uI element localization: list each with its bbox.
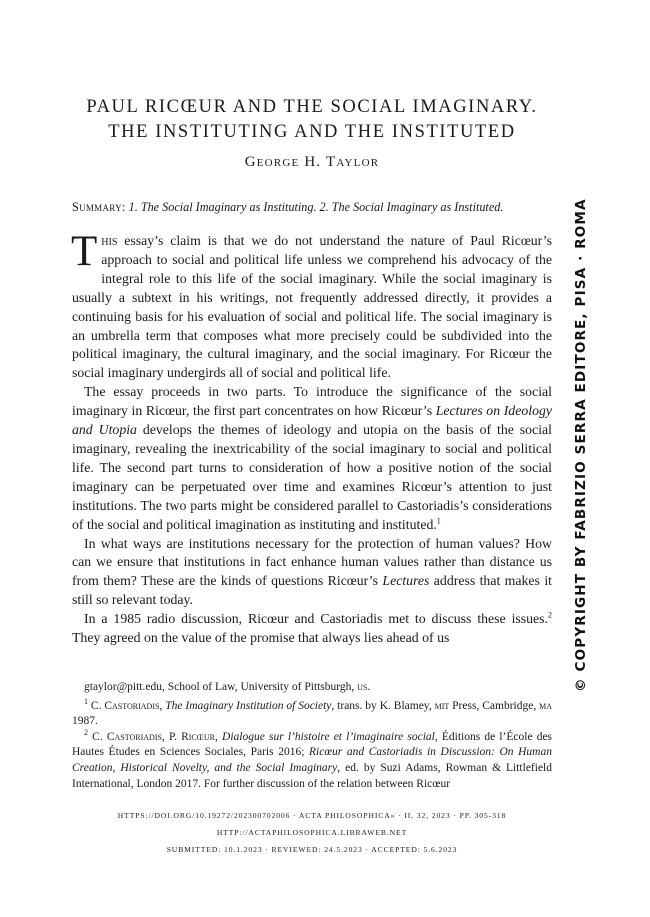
paragraph-2-text-a: The essay proceeds in two parts. To introduce the significance of the social imaginary in Ricœur, the first part concentrates on how Ricœur’s: [72, 384, 552, 419]
title-line-1: PAUL RICŒUR AND THE SOCIAL IMAGINARY.: [86, 97, 538, 117]
footnote-1-publisher: mit: [434, 699, 450, 712]
paragraph-3: [72, 535, 552, 611]
submission-dates: SUBMITTED: 10.1.2023 · REVIEWED: 24.5.2023 · ACCEPTED: 5.6.2023: [166, 845, 458, 854]
summary: [72, 199, 552, 215]
lectures-title: Lectures on Ideology and Utopia: [72, 403, 552, 438]
paragraph-2: [72, 383, 552, 534]
lectures-short-title: Lectures: [382, 573, 430, 589]
author-contact: [72, 680, 552, 696]
footnote-1: $^1$ C. Castoriadis, The Imaginary Institution of Society, trans. by K. Blamey, mit Press, Cambridge, ma 1987.: [72, 696, 552, 728]
footnote-1-title: The Imaginary Institution of Society: [165, 699, 332, 712]
footnote-2-title-2: Ricœur and Castoriadis in Discussion: On Human Creation, Historical Novelty, and the Social Imaginary: [72, 746, 552, 774]
footnote-2: $^2$ C. Castoriadis, P. Ricœur, Dialogue sur l’histoire et l’imaginaire social, Éditions de l’École des Hautes Études en Sciences Sociales, Paris 2016; Ricœur and Castoriadis in Discussion: On Human Creation, Historical Novelty, and the Social Imaginary, ed. by Suzi Adams, Rowman & Littlefield International, London 2017. For further discussion of the relation between Ricœur: [72, 727, 553, 790]
paragraph-2-text-b: develops the themes of ideology and utopia on the basis of the social imaginary, revealing the inextricability of the social imaginary to social and political life. The second part turns to consideration of how a positive notion of the social imaginary can be perpetuated over time and examines Ricœur’s attention to just institutions. The two parts might be considered parallel to Castoriadis’s considerations of the social and political imagination as instituting and instituted.: [72, 422, 552, 532]
footnote-1-state: ma: [539, 699, 552, 712]
lead-word: his: [101, 233, 118, 248]
paragraph-4-text-b: They agreed on the value of the promise that always lies ahead of us: [72, 630, 450, 646]
paragraph-3-text-b: address that makes it still so relevant today.: [72, 573, 552, 608]
footnote-2-text-a: , Éditions de l’École des Hautes Études en Sciences Sociales, Paris 2016;: [72, 730, 553, 759]
article-title: [72, 95, 552, 145]
contact-text: gtaylor@pitt.edu, School of Law, University of Pittsburgh,: [84, 681, 358, 693]
contact-country: us: [357, 681, 368, 693]
footnote-ref-2[interactable]: 2: [548, 610, 552, 620]
drop-cap: T: [71, 228, 98, 275]
doi-line[interactable]: HTTPS://DOI.ORG/10.19272/202300702006 · ACTA PHILOSOPHICA» · II, 32, 2023 · PP. 305-318: [117, 811, 507, 820]
summary-label: Summary:: [72, 200, 126, 214]
footnote-2-authors: C. Castoriadis, P. Ricœur: [92, 730, 215, 743]
paragraph-1: [71, 228, 552, 383]
footnote-ref-1[interactable]: 1: [436, 516, 441, 525]
paragraph-4: [72, 610, 552, 648]
contact-end: .: [367, 681, 371, 693]
footnotes: [72, 680, 552, 792]
journal-url[interactable]: HTTP://ACTAPHILOSOPHICA.LIBRAWEB.NET: [216, 828, 408, 837]
footnote-2-text-b: , ed. by Suzi Adams, Rowman & Littlefield International, London 2017. For further discussion of the relation between Ricœur: [72, 761, 553, 790]
footnote-2-title-1: Dialogue sur l’histoire et l’imaginaire social: [222, 730, 435, 743]
title-line-2: THE INSTITUTING AND THE INSTITUTED: [108, 122, 516, 142]
paragraph-4-text-a: In a 1985 radio discussion, Ricœur and Castoriadis met to discuss these issues.: [84, 611, 548, 627]
footnote-2-number: 2: [84, 727, 88, 737]
paragraph-3-text-a: In what ways are institutions necessary for the protection of human values? How can we ensure that institutions in fact enhance human values rather than distance us from them? These are the kinds of questions Ricœur’s: [72, 535, 552, 589]
footnote-1-author: C. Castoriadis: [90, 699, 160, 712]
footnote-1-text-b: Press, Cambridge,: [449, 699, 540, 712]
summary-text: 1. The Social Imaginary as Instituting. 2. The Social Imaginary as Instituted.: [128, 200, 504, 214]
footnote-1-text-a: , trans. by K. Blamey,: [331, 699, 435, 712]
paragraph-1-text: essay’s claim is that we do not understand the nature of Paul Ricœur’s approach to social and political life unless we comprehend his advocacy of the integral role to this life of the social imaginary. While the social imaginary is usually a subtext in his writings, not frequently addressed directly, it provides a continuing basis for his evaluation of social and political life. The social imaginary is an umbrella term that composes what more precisely could be subdivided into the political imaginary, the cultural imaginary, and the social imaginary. For Ricœur the social imaginary undergirds all of social and political life.: [72, 233, 552, 381]
body-text: [71, 228, 552, 648]
author-name: George H. Taylor: [244, 154, 380, 170]
footnote-1-number: 1: [84, 696, 88, 706]
footnote-1-year: 1987.: [72, 715, 98, 728]
copyright-sidebar: © COPYRIGHT BY FABRIZIO SERRA EDITORE, PISA · ROMA: [573, 198, 589, 692]
